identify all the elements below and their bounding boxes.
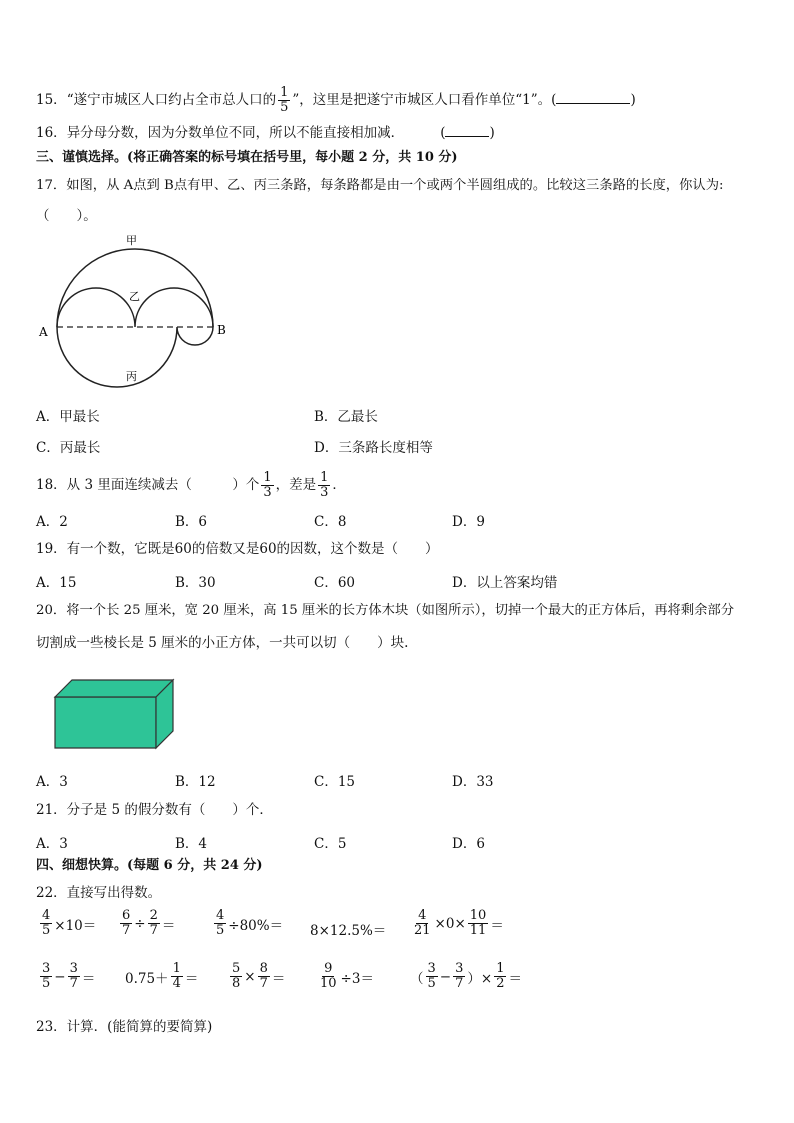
cuboid-figure xyxy=(52,678,178,752)
q17-option-c[interactable]: C．丙最长 xyxy=(36,440,101,456)
q20-option-c[interactable]: C．15 xyxy=(314,774,356,790)
q20-option-a[interactable]: A．3 xyxy=(36,774,68,790)
question-22: 22．直接写出得数。 xyxy=(36,885,162,901)
question-23: 23．计算．(能简算的要简算) xyxy=(36,1019,213,1035)
q17-option-d[interactable]: D．三条路长度相等 xyxy=(314,440,433,456)
label-a: A xyxy=(39,325,48,339)
q18-option-b[interactable]: B．6 xyxy=(175,514,208,530)
q19-option-d[interactable]: D．以上答案均错 xyxy=(452,575,558,591)
label-b: B xyxy=(217,323,226,337)
q19-option-a[interactable]: A．15 xyxy=(36,575,77,591)
answer-blank[interactable] xyxy=(445,136,489,137)
expr-4: 8×12.5%＝ xyxy=(310,923,387,939)
q17-option-b[interactable]: B．乙最长 xyxy=(314,409,378,425)
question-20-line1: 20．将一个长 25 厘米，宽 20 厘米，高 15 厘米的长方体木块（如图所示），切掉一个最大的正方体后，再将剩余部分 xyxy=(36,603,735,618)
expr-6: $\frac{3}{5}$ − $\frac{3}{7}$ ＝ xyxy=(42,961,96,991)
fraction: $\frac{1}{3}$ xyxy=(263,470,272,500)
fraction: $\frac{1}{3}$ xyxy=(320,470,329,500)
q19-option-b[interactable]: B．30 xyxy=(175,575,216,591)
label-jia: 甲 xyxy=(126,234,137,247)
fraction: $\frac{1}{5}$ xyxy=(280,85,289,115)
expr-3: $\frac{4}{5}$ ÷80%＝ xyxy=(216,908,284,938)
q20-option-b[interactable]: B．12 xyxy=(175,774,216,790)
expr-9: $\frac{9}{10}$ ÷3＝ xyxy=(320,961,374,991)
label-yi: 乙 xyxy=(129,290,140,303)
semicircle-paths-figure xyxy=(36,228,236,398)
section-4-heading: 四、细想快算。(每题 6 分，共 24 分) xyxy=(36,858,263,873)
answer-blank[interactable] xyxy=(556,103,630,104)
q20-option-d[interactable]: D．33 xyxy=(452,774,494,790)
question-16: 16．异分母分数，因为分数单位不同，所以不能直接相加减． ( ) xyxy=(36,125,495,141)
question-15: 15．“遂宁市城区人口约占全市总人口的 $\frac{1}{5}$ ”，这里是把遂宁市城区人口看作单位“1”。( ) xyxy=(36,85,636,115)
q18-option-c[interactable]: C．8 xyxy=(314,514,347,530)
section-3-heading: 三、谨慎选择。(将正确答案的标号填在括号里，每小题 2 分，共 10 分) xyxy=(36,150,458,165)
expr-5: $\frac{4}{21}$ ×0× $\frac{10}{11}$ ＝ xyxy=(414,908,504,938)
expr-1: $\frac{4}{5}$ ×10＝ xyxy=(42,908,97,938)
question-19: 19．有一个数，它既是60的倍数又是60的因数，这个数是（ ） xyxy=(36,541,439,557)
q21-option-d[interactable]: D．6 xyxy=(452,836,485,852)
question-21: 21．分子是 5 的假分数有（ ）个． xyxy=(36,802,273,818)
expr-8: $\frac{5}{8}$ × $\frac{8}{7}$ ＝ xyxy=(232,961,286,991)
q21-option-b[interactable]: B．4 xyxy=(175,836,208,852)
question-18: 18．从 3 里面连续减去（ ）个 $\frac{1}{3}$ ，差是 $\frac{1}{3}$ ． xyxy=(36,470,346,500)
q17-option-a[interactable]: A．甲最长 xyxy=(36,409,100,425)
expr-10: （ $\frac{3}{5}$ − $\frac{3}{7}$ ）× $\frac{1}{2}$ ＝ xyxy=(410,961,522,991)
q18-option-a[interactable]: A．2 xyxy=(36,514,68,530)
question-20-line2: 切割成一些棱长是 5 厘米的小正方体，一共可以切（ ）块. xyxy=(36,635,409,651)
label-bing: 丙 xyxy=(126,370,137,383)
q18-option-d[interactable]: D．9 xyxy=(452,514,485,530)
question-17-line1: 17．如图，从 A点到 B点有甲、乙、丙三条路，每条路都是由一个或两个半圆组成的。比较这三条路的长度，你认为: xyxy=(36,178,724,193)
q21-option-c[interactable]: C．5 xyxy=(314,836,347,852)
expr-7: 0.75＋ $\frac{1}{4}$ ＝ xyxy=(125,961,199,991)
expr-2: $\frac{6}{7}$ ÷ $\frac{2}{7}$ ＝ xyxy=(122,908,176,938)
q21-option-a[interactable]: A．3 xyxy=(36,836,68,852)
question-17-line2: （ ）。 xyxy=(36,208,97,224)
q19-option-c[interactable]: C．60 xyxy=(314,575,356,591)
